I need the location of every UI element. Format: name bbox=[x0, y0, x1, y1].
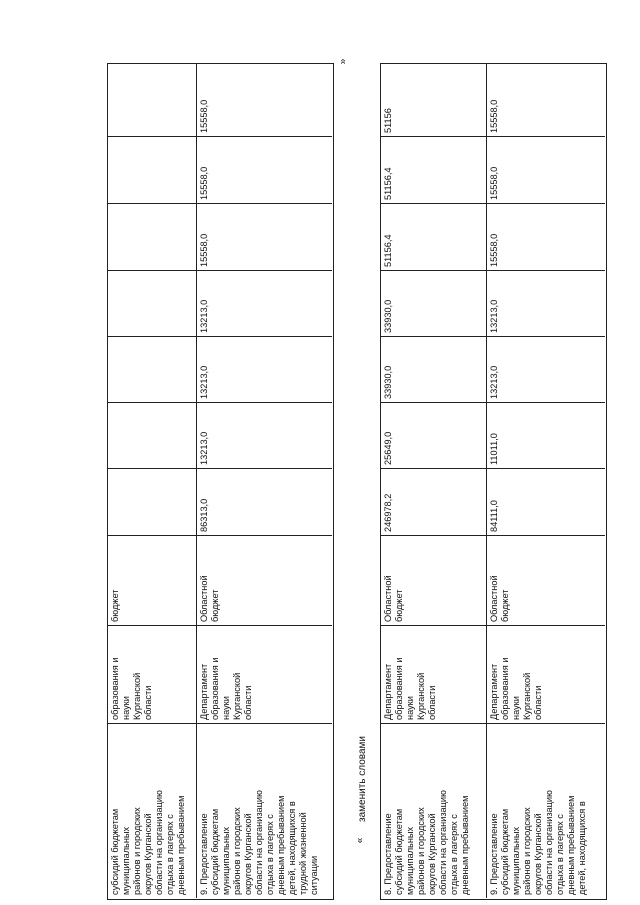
table-row bbox=[487, 724, 605, 898]
value-cell: 86313,0 bbox=[199, 498, 209, 532]
replace-phrase: заменить словами bbox=[357, 736, 368, 822]
value-cell: 13213,0 bbox=[489, 299, 499, 333]
value-cell: 51156,4 bbox=[383, 234, 393, 267]
row-source-cell: Областной бюджет bbox=[489, 575, 510, 622]
value-cell: 25649,0 bbox=[383, 431, 393, 465]
value-cell: 15558,0 bbox=[199, 166, 209, 200]
row-name-cell: 9. Предоставление субсидий бюджетам муниципальных районов и городских округов Курганской области на организацию отдыха в лагерях с дневным пребыванием детей, находящихся в bbox=[489, 790, 587, 895]
value-cell: 13213,0 bbox=[489, 365, 499, 399]
value-cell: 13213,0 bbox=[199, 299, 209, 333]
value-cell: 15558,0 bbox=[199, 99, 209, 133]
value-cell: 13213,0 bbox=[199, 365, 209, 399]
row-name-cell: 9. Предоставление субсидий бюджетам муниципальных районов и городских округов Курганской области на организацию отдыха в лагерях с дневным пребыванием детей, находящихся в трудной жизненной ситуации bbox=[199, 790, 319, 895]
value-cell: 13213,0 bbox=[199, 431, 209, 465]
table-row bbox=[381, 724, 486, 898]
value-cell: 246978,2 bbox=[383, 493, 393, 532]
value-cell: 15558,0 bbox=[489, 166, 499, 200]
value-cell: 11011,0 bbox=[489, 433, 499, 465]
row-executor-cell: Департамент образования и науки Курганской области bbox=[199, 657, 253, 720]
value-cell: 33930,0 bbox=[383, 365, 393, 399]
row-source-cell: Областной бюджет bbox=[199, 575, 220, 622]
value-cell: 15558,0 bbox=[489, 233, 499, 267]
table-row bbox=[108, 724, 196, 898]
row-executor-cell: Департамент образования и науки Курганской области bbox=[489, 657, 543, 720]
value-cell: 33930,0 bbox=[383, 299, 393, 333]
row-executor-cell: образования и науки Курганской области bbox=[110, 657, 153, 720]
table-row bbox=[197, 724, 332, 898]
row-source-cell: Областной бюджет bbox=[383, 575, 404, 622]
value-cell: 51156 bbox=[383, 108, 393, 133]
row-name-cell: субсидий бюджетам муниципальных районов и городских округов Курганской области на организацию отдыха в лагерях с дневным пребыванием bbox=[110, 790, 186, 895]
row-source-cell: бюджет bbox=[110, 589, 120, 622]
closing-quote: » bbox=[337, 58, 349, 65]
value-cell: 51156,4 bbox=[383, 167, 393, 200]
row-name-cell: 8. Предоставление субсидий бюджетам муниципальных районов и городских округов Курганской области на организацию отдыха в лагерях с дневным пребыванием bbox=[383, 790, 470, 895]
value-cell: 84111,0 bbox=[489, 500, 499, 532]
opening-quote: « bbox=[354, 837, 366, 844]
value-cell: 15558,0 bbox=[489, 99, 499, 133]
row-executor-cell: Департамент образования и науки Курганской области bbox=[383, 657, 437, 720]
value-cell: 15558,0 bbox=[199, 233, 209, 267]
